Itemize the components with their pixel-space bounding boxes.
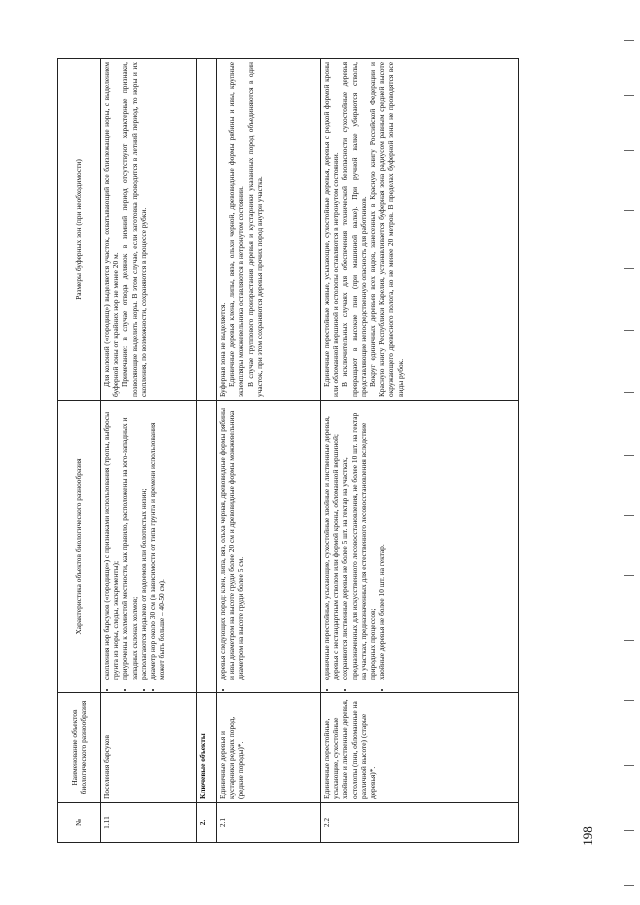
header-num: № xyxy=(58,803,101,843)
buffer-zone-text xyxy=(101,59,197,401)
section-row xyxy=(197,59,217,843)
section-number: 2. xyxy=(197,803,217,843)
header-characteristics: Характеристика объектов биологического разнообразия xyxy=(58,401,101,693)
list-item: • располагаются недалеко от водоемов или болотистых низин; xyxy=(139,404,148,680)
buffer-zone-text xyxy=(321,59,519,401)
object-name: Единичные перестойные, усыхающие, сухостойные хвойные и лиственные деревья, остолопы (пни, обломанные на различной высоте) (старые деревья)*. xyxy=(321,693,519,803)
paragraph: Примечание: в случае отвода делянок в зимний период отсутствуют характерные признаки, позволяющие выделить норы. В этом случае, если заготовка проводится в летний период, то норы и их скопления, по возможности, сохраняются в процессе рубки. xyxy=(120,62,148,397)
list-item: • скопления нор барсуков («городище») с признаками использования (тропы, выбросы грунта из норы, следы, экскременты); xyxy=(102,404,120,680)
object-characteristics xyxy=(217,401,321,693)
object-name: Поселения барсуков xyxy=(101,693,197,803)
table-row xyxy=(217,59,321,843)
table-header-row xyxy=(58,59,101,843)
page-number: 198 xyxy=(579,826,595,846)
rotated-table-container xyxy=(57,59,519,843)
row-number: 2.2 xyxy=(321,803,519,843)
list-item: • деревья следующих пород: клен, липа, вяз, ольха черная, древовидные формы рябины и ивы диаметром на высоте груди более 20 см и древовидные формы можжевельника диаметром на высоте груди более 5 см. xyxy=(218,404,246,680)
paragraph: Для колоний («городищ») выделяется участок, охватывающий все близлежащие норы, с выделением буферной зоны от крайних нор не менее 20 м. xyxy=(102,62,121,397)
paragraph: Единичные деревья клена, липы, вяза, ольхи черной, древовидные формы рябины и ивы, крупные экземпляры можжевельника оставляются в нетронутом состоянии. xyxy=(227,62,246,397)
paragraph: Буферная зона не выделяется. xyxy=(218,302,227,397)
section-title: Ключевые объекты xyxy=(197,693,217,803)
list-item: • сохраняются лиственные деревья не более 5 шт. на гектар на участках, предназначенных для искусственного лесовосстановления, не более 10 шт. на гектар на участках, предназначенных для естественного лесовосстановления вследствие природных процессов; xyxy=(340,404,377,680)
header-name: Наименование объектов биологического разнообразия xyxy=(58,693,101,803)
paragraph: Вокруг единичных деревьев всех видов, занесенных в Красную книгу Российской Федерации и Красную книгу Республики Карелия, устанавливается буферная зона радиусом равным средней высоте окружающего древесного полога, но не менее 20 метров. В пределах буферной зоны не проводятся все виды рубок. xyxy=(368,62,405,397)
biodiversity-table xyxy=(57,58,519,843)
paragraph: В случае группового произрастания деревья и кустарники указанных пород объединяются в один участок, при этом сохраняются деревья прочих пород внутри участка. xyxy=(245,62,264,397)
table-row xyxy=(101,59,197,843)
row-number: 2.1 xyxy=(217,803,321,843)
list-item: • единичные перестойные, усыхающие, сухостойные хвойные и лиственные деревья, деревья с нестандартным стволом или формой кроны, обломанной вершиной; xyxy=(322,404,340,680)
empty-cell xyxy=(197,401,217,693)
paragraph: В исключительных случаях для обеспечения технической безопасности сухостойные деревья превращают в высокие пни (при машинной валке). При ручной валке убираются стволы, представляющие непосредственную опасность для работников. xyxy=(340,62,368,397)
table-row xyxy=(321,59,519,843)
list-item: • диаметр нор около 30 см (в зависимости от типа грунта и времени использования может быть больше – 40-50 см). xyxy=(148,404,166,680)
object-characteristics xyxy=(101,401,197,693)
paragraph: Единичные перестойные живые, усыхающие, сухостойные деревья, деревья с редкой формой кроны или обломанной вершиной и остолопы оставляются в нетронутом состоянии. xyxy=(322,62,341,397)
scan-edge-marks xyxy=(620,0,640,905)
list-item: • хвойные деревья не более 10 шт. на гектар. xyxy=(377,404,386,680)
row-number: 1.11 xyxy=(101,803,197,843)
object-characteristics xyxy=(321,401,519,693)
header-buffer-zones: Размеры буферных зон (при необходимости) xyxy=(58,59,101,401)
object-name: Единичные деревья и кустарники редких пород, (редкие породы)*. xyxy=(217,693,321,803)
list-item: • приурочены к холмистой местности, как правило, расположены на юго-западных и западных склонах холмов; xyxy=(120,404,138,680)
buffer-zone-text xyxy=(217,59,321,401)
empty-cell xyxy=(197,59,217,401)
